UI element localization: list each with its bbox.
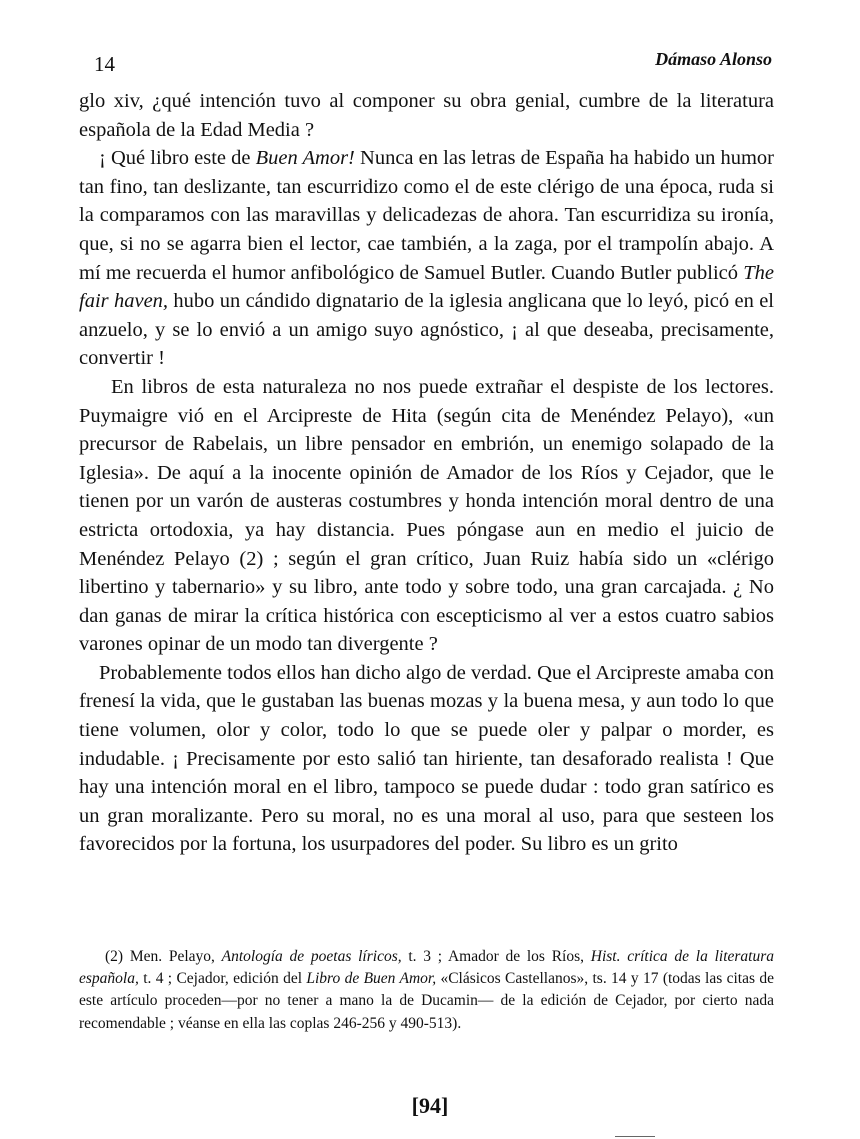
footnote-run: t. 3 ; Amador de los Ríos,: [401, 948, 591, 965]
running-head: Dámaso Alonso: [655, 49, 772, 69]
footnote-title: Antología de poetas líricos,: [221, 948, 402, 965]
folio-number: [94]: [411, 1093, 449, 1118]
paragraph: [79, 373, 774, 659]
footnote: [79, 946, 774, 1035]
body-text: [79, 87, 774, 859]
text-run: En libros de esta naturaleza no nos puede extrañar el despiste de los lectores. Puymaigre vió en el Arcipreste de Hita (según cita de Menéndez Pelayo), «un precursor de Rabelais, un libre pensador en embrión, un enemigo solapado de la Iglesia». De aquí a la inocente opinión de Amador de los Ríos y Cejador, que le tienen por un varón de austeras costumbres y honda intención moral dentro de una estricta ortodoxia, ya hay distancia. Pues póngase aun en medio el juicio de Menéndez Pelayo (2) ; según el gran crítico, Juan Ruiz había sido un «clérigo libertino y tabernario» y su libro, ante todo y sobre todo, una gran carcajada. ¿ No dan ganas de mirar la crítica histórica con escepticismo al ver a estos cuatro sabios varones opinar de un modo tan divergente ?: [79, 375, 774, 656]
text-run: Nunca en las letras de España ha habido un humor tan fino, tan deslizante, tan escurridizo como el de este clérigo de una época, ruda si la comparamos con las maravillas y delicadezas de ahora. Tan escurridiza su ironía, que, si no se agarra bien el lector, cae también, a la zaga, por el trampolín abajo. A mí me recuerda el humor anfibológico de Samuel Butler. Cuando Butler publicó: [79, 147, 774, 284]
text-run: hubo un cándido dignatario de la iglesia anglicana que lo leyó, picó en el anzuelo, y se lo envió a un amigo suyo agnóstico, ¡ al que deseaba, precisamente, convertir !: [79, 290, 774, 370]
text-run: glo xiv, ¿qué intención tuvo al componer su obra genial, cumbre de la literatura española de la Edad Media ?: [79, 90, 774, 141]
footnote-run: «Clásicos Castellanos», ts. 14 y 17 (todas las citas de este artículo proceden—por no tener a mano la de Ducamin— de la edición de Cejador, por cierto nada recomendable ; véanse en ella las coplas 246-256 y 490-513).: [79, 970, 774, 1032]
paragraph: [79, 144, 774, 373]
book-title: Buen Amor!: [255, 147, 355, 170]
text-run: ¡ Qué libro este de: [99, 147, 256, 170]
book-title: The fair haven,: [79, 261, 774, 313]
footnote-run: t. 4 ; Cejador, edición del: [138, 970, 307, 988]
bottom-rule: [615, 1136, 655, 1137]
page-number: 14: [94, 52, 115, 76]
paragraph: [79, 659, 774, 859]
text-run: Probablemente todos ellos han dicho algo de verdad. Que el Arcipreste amaba con frenesí la vida, que le gustaban las buenas mozas y la buena mesa, y aun todo lo que tiene volumen, olor y color, todo lo que se puede oler y palpar o morder, es indudable. ¡ Precisamente por esto salió tan hiriente, tan desaforado realista ! Que hay una intención moral en el libro, tampoco se puede dudar : todo gran satírico es un gran moralizante. Pero su moral, no es una moral al uso, para que sesteen los favorecidos por la fortuna, los usurpadores del poder. Su libro es un grito: [79, 661, 774, 856]
footnote-title: Libro de Buen Amor,: [306, 970, 437, 988]
paragraph: [79, 87, 774, 144]
footnote-title: Hist. crítica de la literatura española,: [79, 948, 774, 988]
footnote-run: (2) Men. Pelayo,: [105, 948, 222, 965]
